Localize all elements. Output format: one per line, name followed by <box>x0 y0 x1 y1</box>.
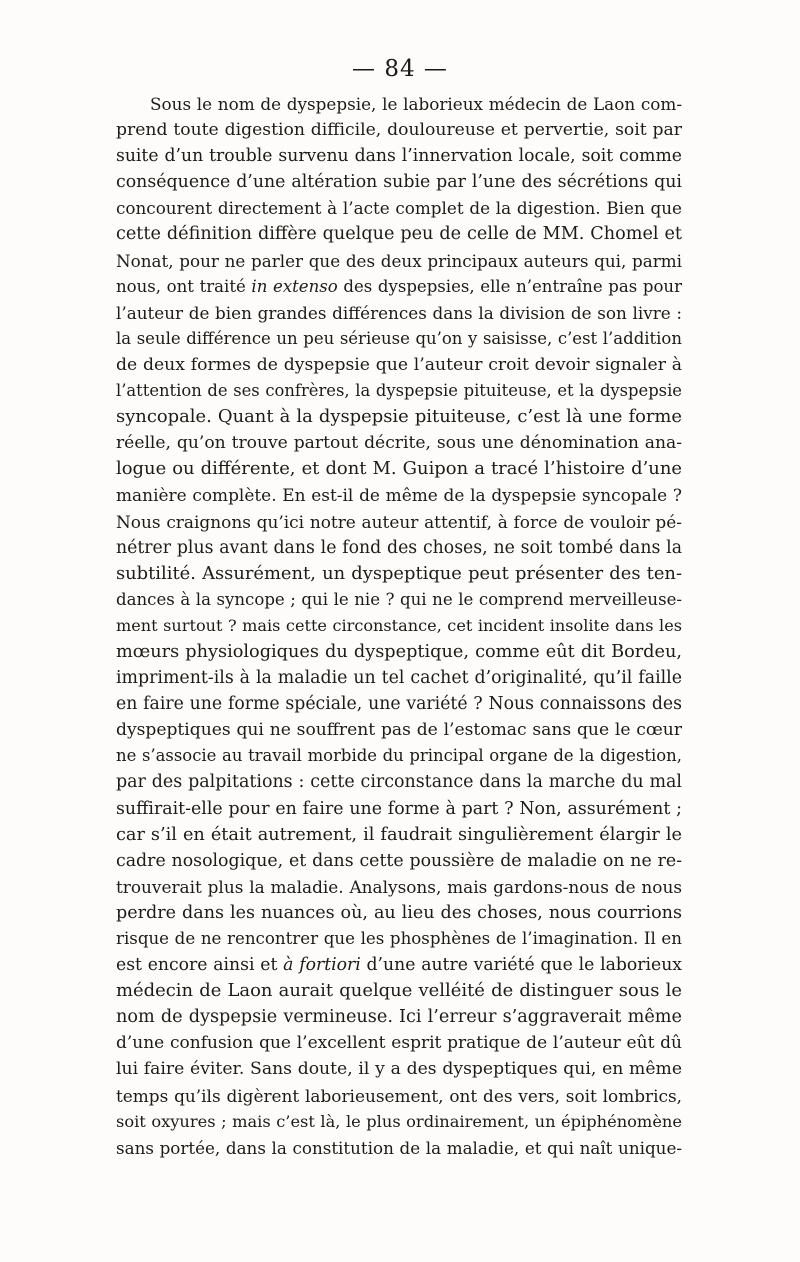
text-line <box>116 978 682 1004</box>
text-line <box>116 952 682 978</box>
text-run: trouverait plus la maladie. Analysons, mais gardons-nous de nous <box>116 876 682 897</box>
text-line <box>116 378 682 404</box>
text-line <box>116 1135 682 1161</box>
text-line <box>116 456 682 482</box>
text-line <box>116 874 682 900</box>
text-run: Nous craignons qu’ici notre auteur attentif, à force de vouloir pé- <box>116 511 682 532</box>
text-run: cette définition diffère quelque peu de celle de MM. Chomel et <box>116 224 682 245</box>
text-run: médecin de Laon aurait quelque velléité de distinguer sous le <box>116 980 682 1002</box>
text-line <box>116 1109 682 1135</box>
text-line <box>116 535 682 561</box>
text-line <box>116 717 682 743</box>
text-run: dances à la syncope ; qui le nie ? qui ne le comprend merveilleuse- <box>116 589 682 609</box>
text-run: d’une confusion que l’excellent esprit pratique de l’auteur eût dû <box>116 1033 682 1054</box>
text-run: nétrer plus avant dans le fond des choses, ne soit tombé dans la <box>116 537 682 558</box>
text-line <box>116 665 682 691</box>
text-run: car s’il en était autrement, il faudrait singulièrement élargir le <box>116 824 682 845</box>
text-line <box>116 1004 682 1030</box>
text-run: en faire une forme spéciale, une variété ? Nous connaissons des <box>116 694 682 715</box>
body-text <box>116 91 682 1161</box>
text-run: dyspeptiques qui ne souffrent pas de l’estomac sans que le cœur <box>116 720 682 741</box>
text-run: concourent directement à l’acte complet de la digestion. Bien que <box>116 198 682 219</box>
text-run: mœurs physiologiques du dyspeptique, comme eût dit Bordeu, <box>116 641 682 662</box>
text-run: subtilité. Assurément, un dyspeptique peut présenter des ten- <box>116 562 682 584</box>
text-run: impriment-ils à la maladie un tel cachet d’originalité, qu’il faille <box>116 668 682 689</box>
text-run: ne s’associe au travail morbide du principal organe de la digestion, <box>116 746 682 766</box>
text-run: des dyspepsies, elle n’entraîne pas pour <box>337 276 682 296</box>
text-run: réelle, qu’on trouve partout décrite, sous une dénomination ana- <box>116 433 682 454</box>
text-run: syncopale. Quant à la dyspepsie pituiteuse, c’est là une forme <box>116 406 682 428</box>
text-line <box>116 691 682 717</box>
page-number: — 84 — <box>352 56 448 82</box>
text-run: suffirait-elle pour en faire une forme à part ? Non, assurément ; <box>116 798 682 819</box>
text-line <box>116 796 682 822</box>
text-run: logue ou différente, et dont M. Guipon a tracé l’histoire d’une <box>116 458 682 480</box>
text-line <box>116 430 682 456</box>
text-line <box>116 769 682 795</box>
text-line <box>116 352 682 378</box>
text-run: conséquence d’une altération subie par l’une des sécrétions qui <box>116 172 682 193</box>
text-line <box>116 248 682 274</box>
text-run: l’auteur de bien grandes différences dans la division de son livre : <box>116 302 682 323</box>
text-run: par des palpitations : cette circonstance dans la marche du mal <box>116 772 682 793</box>
italic-text: in extenso <box>251 276 338 296</box>
text-line <box>116 143 682 169</box>
text-run: prend toute digestion difficile, douloureuse et pervertie, soit par <box>116 120 682 141</box>
text-run: soit oxyures ; mais c’est là, le plus ordinairement, un épiphénomène <box>116 1111 682 1131</box>
text-line <box>116 117 682 143</box>
text-line <box>116 482 682 508</box>
text-line <box>116 926 682 952</box>
text-line <box>116 169 682 195</box>
text-line <box>116 1056 682 1082</box>
text-line <box>116 274 682 300</box>
text-run: l’attention de ses confrères, la dyspepsie pituiteuse, et la dyspepsie <box>116 381 682 401</box>
text-run: risque de ne rencontrer que les phosphènes de l’imagination. Il en <box>116 929 682 948</box>
text-run: nous, ont traité <box>116 276 252 296</box>
text-run: temps qu’ils digèrent laborieusement, ont des vers, soit lombrics, <box>116 1085 682 1106</box>
text-line <box>116 326 682 352</box>
text-run: est encore ainsi et <box>116 955 284 976</box>
italic-text: à fortiori <box>283 955 361 976</box>
text-run: cadre nosologique, et dans cette poussière de maladie on ne re- <box>116 850 682 871</box>
text-line <box>116 509 682 535</box>
text-run: suite d’un trouble survenu dans l’innervation locale, soit comme <box>116 146 682 167</box>
text-line <box>116 639 682 665</box>
text-line <box>116 743 682 769</box>
text-run: d’une autre variété que le laborieux <box>360 955 682 976</box>
text-run: la seule différence un peu sérieuse qu’on y saisisse, c’est l’addition <box>116 328 682 348</box>
text-run: perdre dans les nuances où, au lieu des choses, nous courrions <box>116 902 682 923</box>
text-run: de deux formes de dyspepsie que l’auteur croit devoir signaler à <box>116 354 682 375</box>
text-line <box>116 91 682 117</box>
text-run: Nonat, pour ne parler que des deux principaux auteurs qui, parmi <box>116 250 682 271</box>
text-line <box>116 221 682 247</box>
text-run: Sous le nom de dyspepsie, le laborieux médecin de Laon com- <box>150 94 682 114</box>
text-run: ment surtout ? mais cette circonstance, cet incident insolite dans les <box>116 615 682 635</box>
text-line <box>116 195 682 221</box>
text-run: lui faire éviter. Sans doute, il y a des dyspeptiques qui, en même <box>116 1059 682 1080</box>
text-line <box>116 900 682 926</box>
text-line <box>116 1083 682 1109</box>
text-line <box>116 822 682 848</box>
text-line <box>116 561 682 587</box>
text-line <box>116 300 682 326</box>
text-line <box>116 613 682 639</box>
text-line <box>116 587 682 613</box>
text-run: sans portée, dans la constitution de la maladie, et qui naît unique- <box>116 1137 682 1158</box>
text-run: nom de dyspepsie vermineuse. Ici l’erreur s’aggraverait même <box>116 1007 682 1028</box>
text-line <box>116 404 682 430</box>
text-line <box>116 1030 682 1056</box>
text-run: manière complète. En est-il de même de la dyspepsie syncopale ? <box>116 485 682 506</box>
text-line <box>116 848 682 874</box>
